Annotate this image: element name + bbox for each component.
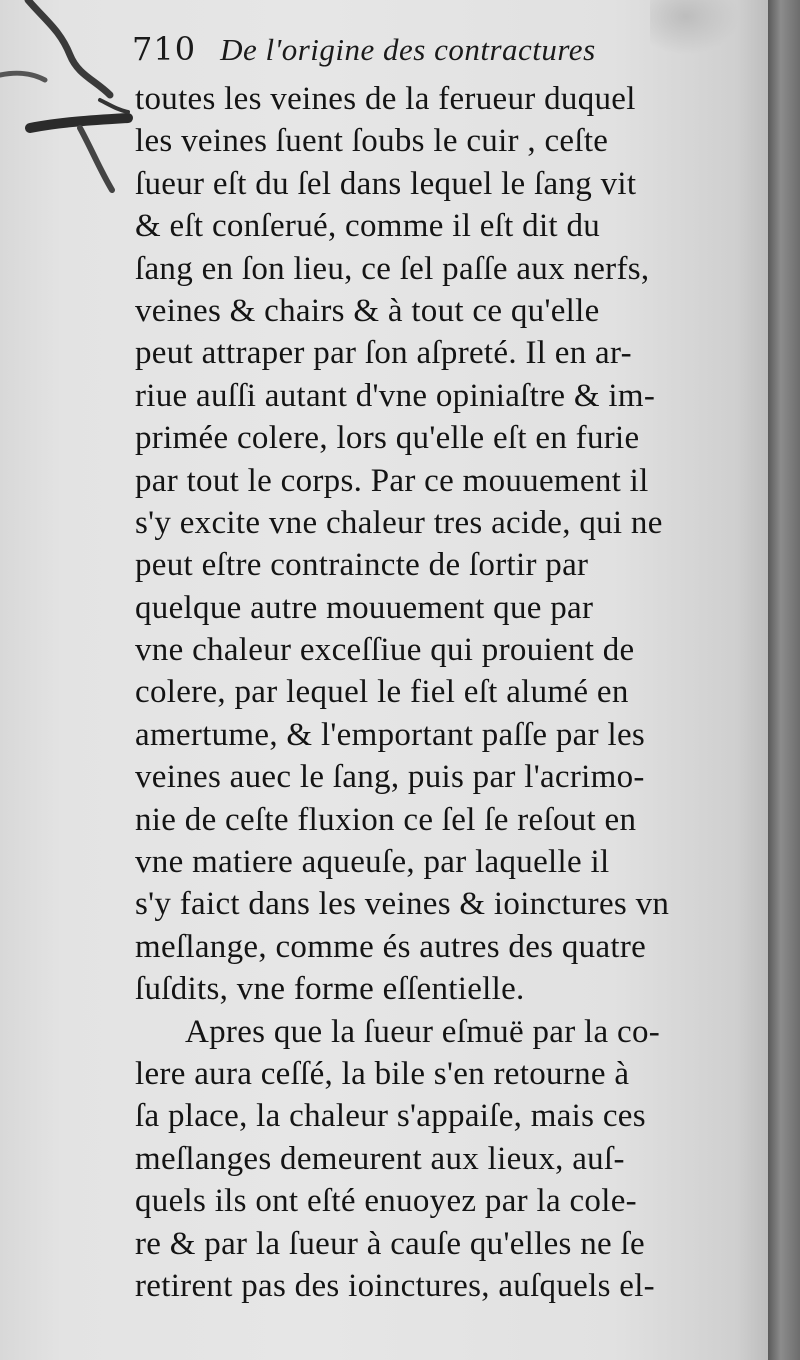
text-line: les veines ſuent ſoubs le cuir , ceſte	[135, 123, 609, 160]
text-line: ſa place, la chaleur s'appaiſe, mais ces	[135, 1098, 646, 1135]
text-line: peut attraper par ſon aſpreté. Il en ar-	[135, 335, 632, 372]
text-line: riue auſſi autant d'vne opiniaſtre & im-	[135, 377, 656, 414]
text-line: veines auec le ſang, puis par l'acrimo-	[135, 759, 645, 796]
text-line: lere aura ceſſé, la bile s'en retourne à	[135, 1055, 630, 1092]
text-line: colere, par lequel le fiel eſt alumé en	[135, 674, 629, 711]
text-line: ſang en ſon lieu, ce ſel paſſe aux nerfs,	[135, 250, 650, 287]
text-line: amertume, & l'emportant paſſe par les	[135, 716, 646, 753]
book-gutter-shadow	[768, 0, 800, 1360]
text-line: veines & chairs & à tout ce qu'elle	[135, 292, 600, 329]
running-title: De l'origine des contractures	[220, 32, 596, 67]
text-line: & eſt conſerué, comme il eſt dit du	[135, 208, 601, 245]
page-header	[132, 30, 712, 76]
text-line: meſlange, comme és autres des quatre	[135, 928, 647, 965]
text-line: toutes les veines de la ferueur duquel	[135, 81, 636, 117]
text-line: nie de ceſte fluxion ce ſel ſe reſout en	[135, 801, 637, 838]
text-line: s'y faict dans les veines & ioinctures vn	[135, 886, 670, 923]
text-line: retirent pas des ioinctures, auſquels el-	[135, 1267, 655, 1304]
text-line: ſuſdits, vne forme eſſentielle.	[135, 971, 525, 1008]
text-line: vne chaleur exceſſiue qui prouient de	[135, 632, 635, 669]
text-line: vne matiere aqueuſe, par laquelle il	[135, 844, 610, 881]
text-line: primée colere, lors qu'elle eſt en furie	[135, 420, 640, 457]
text-line: ſueur eſt du ſel dans lequel le ſang vit	[135, 165, 637, 202]
text-line: par tout le corps. Par ce mouuement il	[135, 462, 649, 499]
page-number: 710	[132, 30, 197, 68]
body-text	[135, 78, 715, 1307]
text-line: re & par la ſueur à cauſe qu'elles ne ſe	[135, 1225, 645, 1262]
text-line: peut eſtre contraincte de ſortir par	[135, 547, 589, 584]
text-line: quelque autre mouuement que par	[135, 589, 594, 626]
paragraph-first-line: Apres que la ſueur eſmuë par la co-	[185, 1013, 661, 1050]
text-line: s'y excite vne chaleur tres acide, qui ne	[135, 504, 663, 541]
text-line: quels ils ont eſté enuoyez par la cole-	[135, 1183, 637, 1220]
text-line: meſlanges demeurent aux lieux, auſ-	[135, 1140, 625, 1177]
ink-damage-mark	[0, 0, 150, 200]
